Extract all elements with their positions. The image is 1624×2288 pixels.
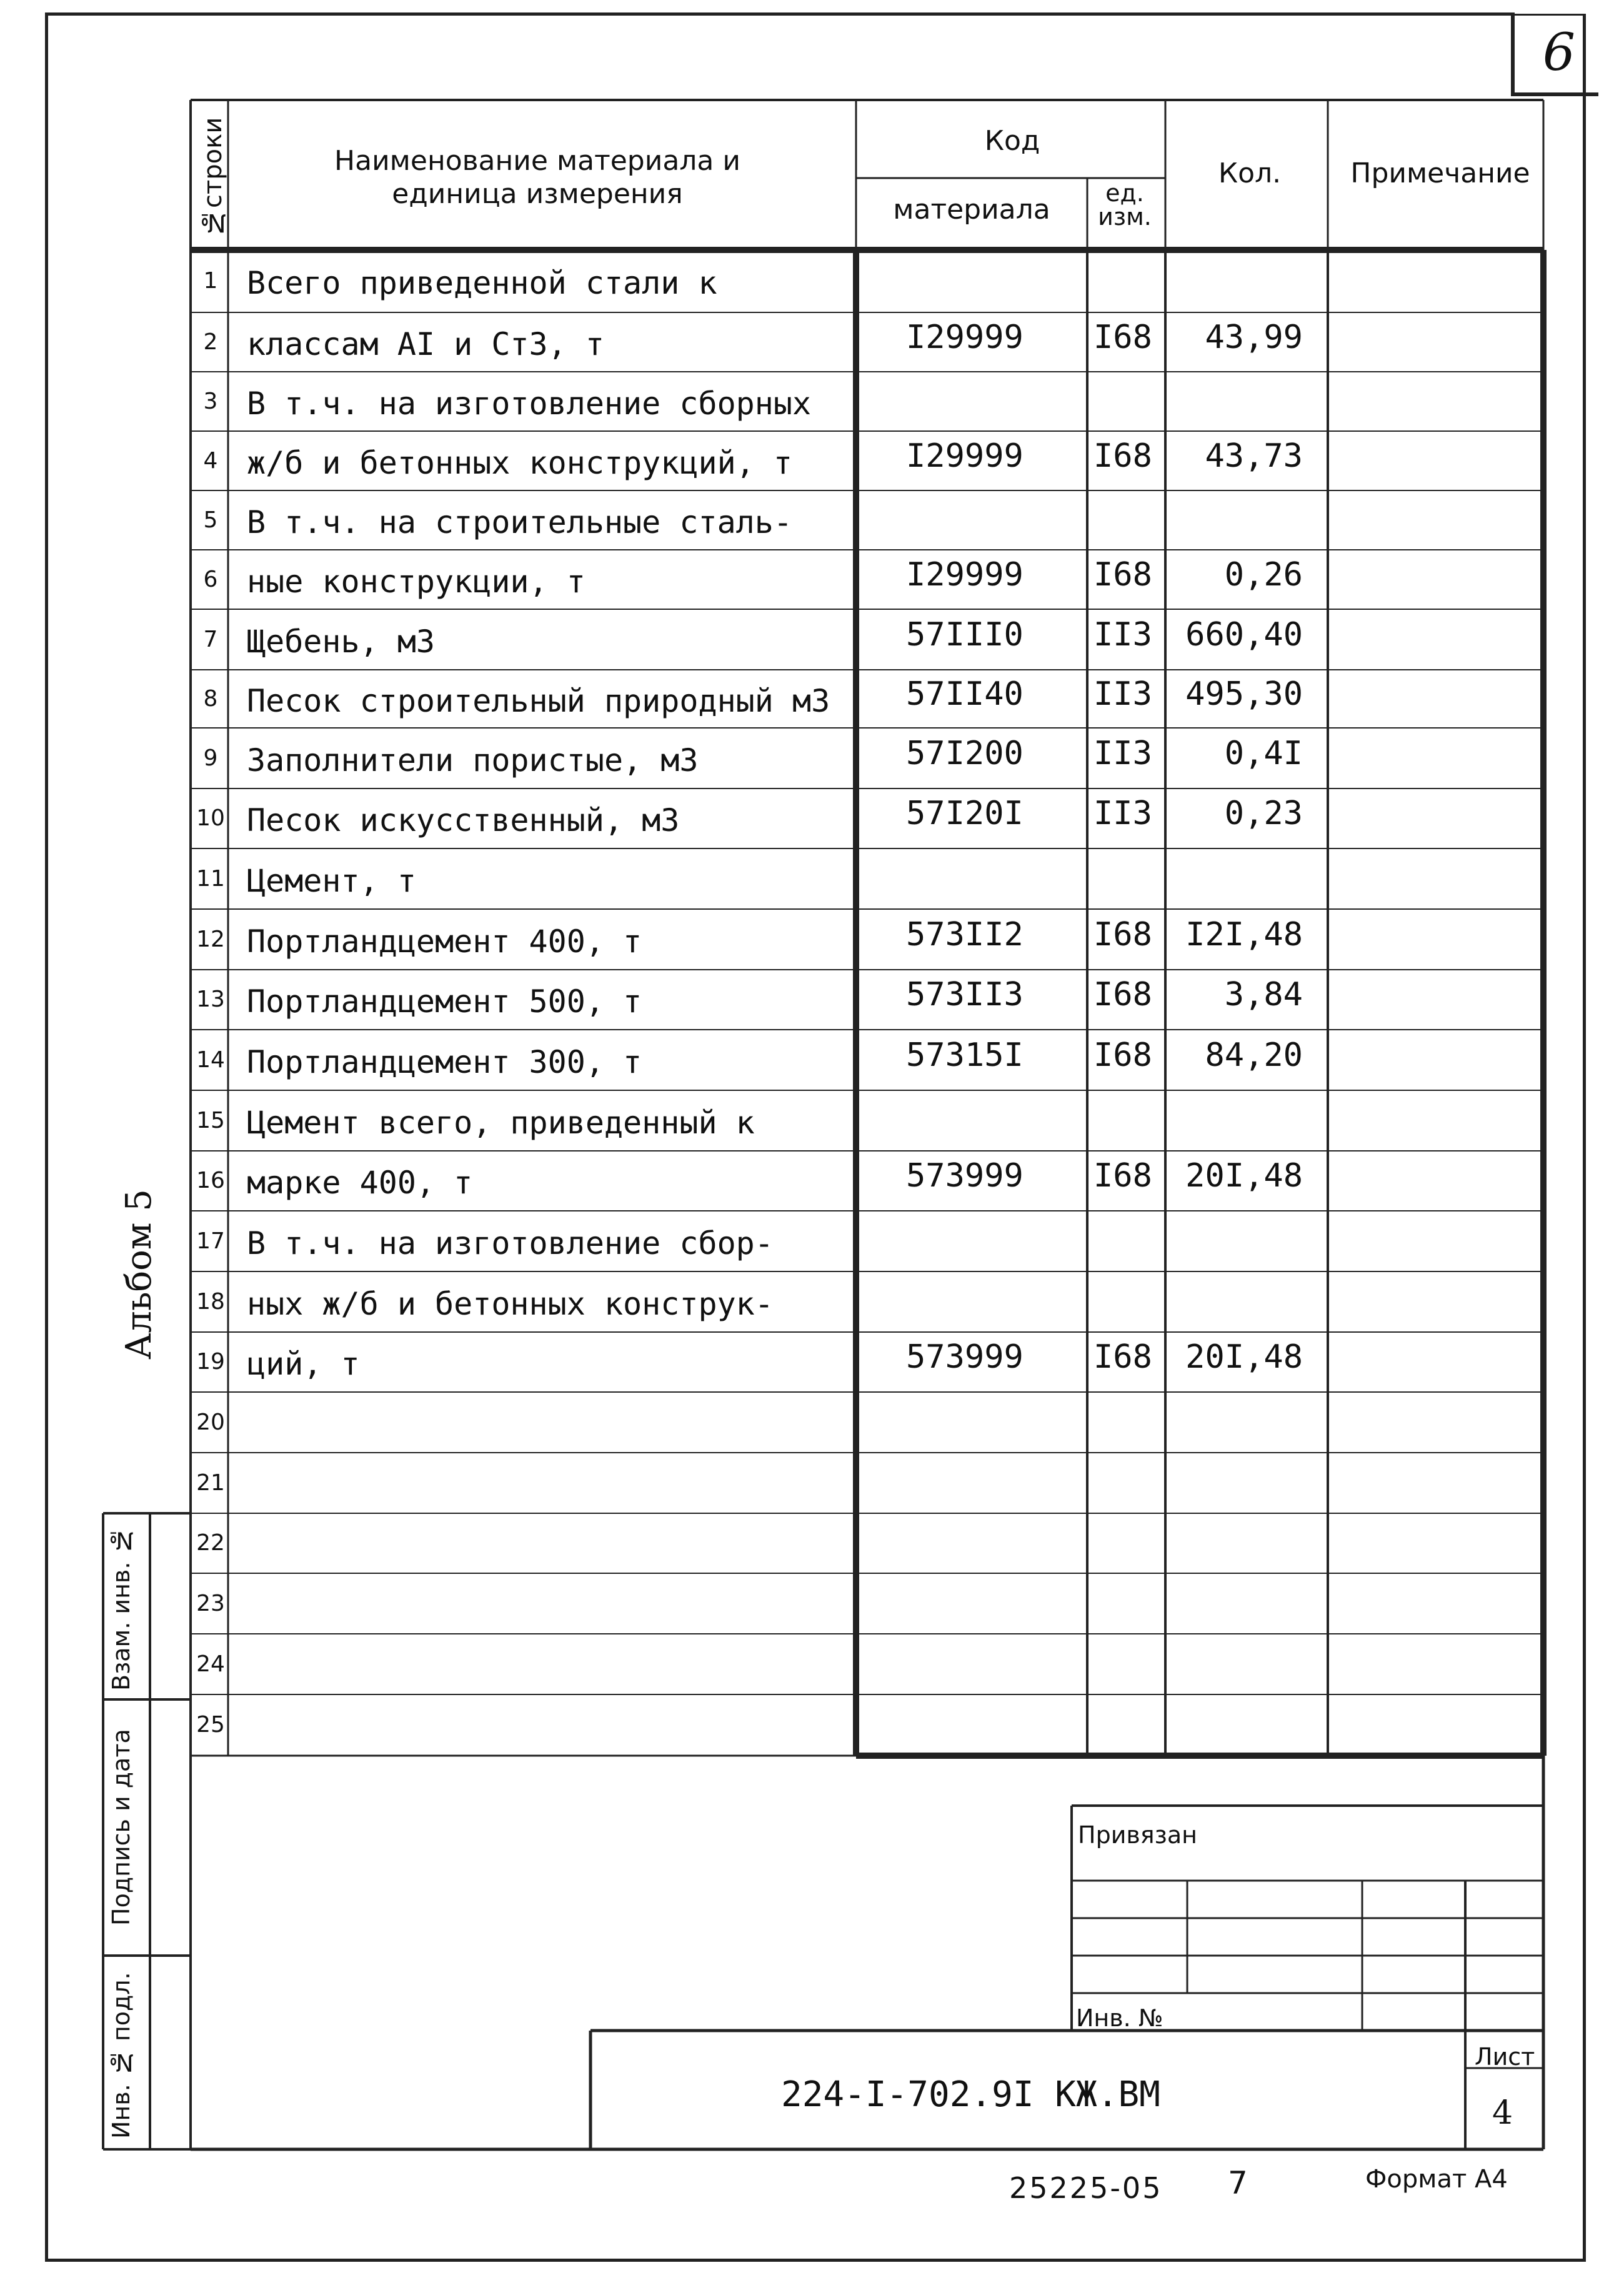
- inv-podl-label: Инв. № подл.: [107, 1972, 135, 2139]
- row-number: 4: [203, 447, 218, 474]
- row-number: 25: [196, 1712, 225, 1738]
- row-number: 10: [196, 805, 225, 831]
- order-number: 25225-05: [1009, 2171, 1163, 2205]
- material-code: I29999: [906, 318, 1024, 356]
- row-number: 9: [203, 745, 218, 771]
- quantity: 495,30: [1185, 675, 1303, 713]
- sheet-corner-number: 6: [1542, 23, 1576, 82]
- unit-code: I68: [1093, 1157, 1152, 1195]
- row-number: 15: [196, 1107, 225, 1133]
- material-name: ж/б и бетонных конструкций, т: [247, 444, 792, 481]
- row-number: 3: [203, 388, 218, 414]
- unit-code: I68: [1093, 976, 1152, 1013]
- quantity: 0,4I: [1224, 734, 1303, 772]
- material-code: 57I20I: [906, 795, 1024, 832]
- material-name: ций, т: [247, 1346, 360, 1382]
- header-code-group: Код: [984, 125, 1040, 157]
- row-number: 14: [196, 1047, 225, 1073]
- material-name: классам АI и Ст3, т: [247, 326, 604, 362]
- material-name: Цемент всего, приведенный к: [247, 1104, 755, 1141]
- sheet-number: 4: [1492, 2094, 1513, 2132]
- row-number: 19: [196, 1349, 225, 1375]
- unit-code: II3: [1093, 675, 1152, 713]
- quantity: 20I,48: [1185, 1338, 1303, 1376]
- row-number: 16: [196, 1168, 225, 1193]
- quantity: 20I,48: [1185, 1157, 1303, 1195]
- inv-no-label: Инв. №: [1076, 2004, 1163, 2032]
- signature-date-label: Подпись и дата: [107, 1729, 135, 1926]
- row-number: 1: [203, 268, 218, 294]
- material-name: Песок строительный природный м3: [247, 682, 830, 719]
- unit-code: I68: [1093, 318, 1152, 356]
- unit-code: I68: [1093, 915, 1152, 953]
- row-number: 23: [196, 1590, 225, 1616]
- unit-code: II3: [1093, 734, 1152, 772]
- header-name: Наименование материала и единица измерения: [334, 145, 740, 210]
- unit-code: I68: [1093, 437, 1152, 475]
- row-number: 21: [196, 1470, 225, 1496]
- material-name: В т.ч. на изготовление сборных: [247, 385, 812, 422]
- material-code: 57II40: [906, 675, 1024, 713]
- row-number: 6: [203, 566, 218, 592]
- album-label: Альбом 5: [119, 1189, 159, 1360]
- material-code: I29999: [906, 437, 1024, 475]
- row-number: 13: [196, 987, 225, 1012]
- row-number: 17: [196, 1228, 225, 1254]
- row-number: 11: [196, 865, 225, 892]
- material-name: ные конструкции, т: [247, 563, 585, 600]
- quantity: 660,40: [1185, 615, 1303, 654]
- unit-code: I68: [1093, 1338, 1152, 1376]
- header-note: Примечание: [1350, 157, 1530, 189]
- unit-code: II3: [1093, 615, 1152, 654]
- vzam-inv-label: Взам. инв. №: [107, 1526, 135, 1691]
- format-label: Формат А4: [1365, 2165, 1508, 2194]
- header-row-number: №строки: [199, 117, 227, 237]
- material-code: 573999: [906, 1338, 1024, 1376]
- unit-code: II3: [1093, 795, 1152, 832]
- unit-code: I68: [1093, 1036, 1152, 1074]
- material-code: 573999: [906, 1157, 1024, 1195]
- copy-number: 7: [1228, 2165, 1248, 2201]
- header-code-material: материала: [893, 194, 1050, 226]
- quantity: 0,26: [1224, 555, 1303, 594]
- material-name: Всего приведенной стали к: [247, 265, 717, 301]
- material-name: Портландцемент 500, т: [247, 983, 642, 1020]
- material-name: Щебень, м3: [247, 623, 436, 660]
- quantity: 84,20: [1205, 1036, 1303, 1074]
- row-number: 8: [203, 685, 218, 712]
- row-number: 7: [203, 626, 218, 652]
- material-name: ных ж/б и бетонных конструк-: [247, 1285, 774, 1322]
- quantity: 43,99: [1205, 318, 1303, 356]
- material-name: Цемент, т: [247, 862, 416, 899]
- row-number: 18: [196, 1288, 225, 1315]
- material-name: Портландцемент 400, т: [247, 923, 642, 960]
- material-code: 57III0: [906, 615, 1024, 654]
- material-name: В т.ч. на изготовление сбор-: [247, 1225, 774, 1261]
- row-number: 12: [196, 926, 225, 952]
- quantity: 0,23: [1224, 795, 1303, 832]
- material-name: В т.ч. на строительные сталь-: [247, 504, 792, 540]
- sheet-label: Лист: [1475, 2043, 1535, 2071]
- material-code: 573II2: [906, 915, 1024, 953]
- row-number: 20: [196, 1409, 225, 1435]
- row-number: 24: [196, 1651, 225, 1677]
- header-qty: Кол.: [1218, 157, 1282, 189]
- bound-label: Привязан: [1078, 1821, 1197, 1849]
- unit-code: I68: [1093, 555, 1152, 594]
- material-code: I29999: [906, 555, 1024, 594]
- quantity: I2I,48: [1185, 915, 1303, 953]
- header-code-unit: ед. изм.: [1098, 179, 1152, 231]
- material-code: 57I200: [906, 734, 1024, 772]
- material-name: Заполнители пористые, м3: [247, 742, 699, 778]
- row-number: 22: [196, 1530, 225, 1556]
- quantity: 43,73: [1205, 437, 1303, 475]
- material-code: 573II3: [906, 976, 1024, 1013]
- material-name: Песок искусственный, м3: [247, 802, 680, 838]
- quantity: 3,84: [1224, 976, 1303, 1013]
- row-number: 2: [203, 329, 218, 355]
- row-number: 5: [203, 507, 218, 533]
- material-name: Портландцемент 300, т: [247, 1043, 642, 1080]
- document-code: 224-I-702.9I КЖ.ВМ: [781, 2074, 1160, 2115]
- material-name: марке 400, т: [247, 1165, 473, 1201]
- material-code: 57315I: [906, 1036, 1024, 1074]
